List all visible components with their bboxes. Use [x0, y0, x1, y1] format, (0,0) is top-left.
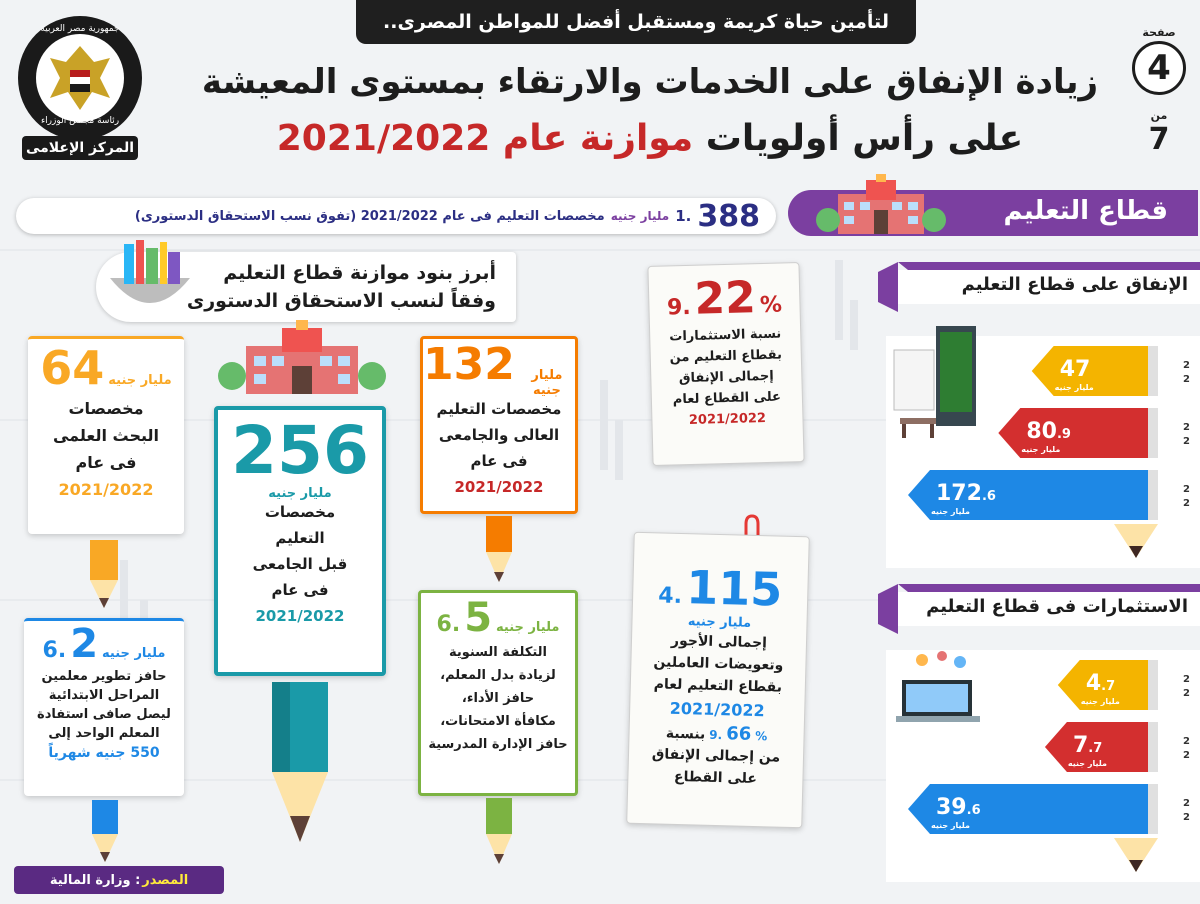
orange-pencil-icon — [482, 516, 516, 586]
summary-value: 388 — [697, 198, 760, 234]
card-higher — [420, 336, 578, 514]
source-label: المصدر — [142, 872, 189, 888]
headline-line2 — [180, 118, 1120, 159]
summary-unit: مليار جنيه — [610, 209, 670, 223]
higher-unit: مليار جنيه — [531, 368, 563, 398]
teachers-line2: المراحل الابتدائية — [48, 688, 160, 703]
invest-bars-svg — [886, 650, 1200, 882]
higher-value: 132 — [423, 339, 515, 390]
spending-bar-decimal-2: .6 — [981, 489, 996, 504]
yellow-pencil-icon — [86, 540, 122, 614]
spending-bar-2 — [908, 470, 1190, 520]
page-total: 7 — [1148, 122, 1170, 157]
spending-chart — [886, 336, 1200, 568]
invest-bar-band-0 — [1148, 660, 1158, 710]
wages-decimal: .4 — [658, 583, 683, 610]
annual-unit: مليار جنيه — [496, 620, 560, 635]
invest-bar-year-top-1: 2 — [1183, 736, 1190, 747]
preuni-unit: مليار جنيه — [268, 486, 332, 501]
page-counter — [1128, 8, 1190, 168]
card-invest-share — [647, 262, 804, 466]
sector-banner — [788, 190, 1198, 236]
headline-line2-b: موازنة عام — [502, 118, 694, 159]
preuni-line3: قبل الجامعى — [252, 555, 348, 573]
invest-bar-value-2: 39.6 — [936, 795, 981, 820]
invest-title: الاستثمارات فى قطاع التعليم — [926, 596, 1188, 617]
spending-bar-band-2 — [1148, 470, 1158, 520]
blue-pencil-icon — [88, 800, 122, 866]
wages-unit: مليار جنيه — [687, 614, 752, 631]
logo-text-bottom: رئاسة مجلس الوزراء — [40, 116, 120, 126]
green-pencil-icon — [482, 798, 516, 868]
annual-line3: حافز الأداء، — [461, 691, 535, 706]
annual-decimal: .6 — [436, 612, 461, 637]
preuni-year: 2021/2022 — [255, 607, 345, 625]
invest-bar-value-1: 7.7 — [1072, 733, 1103, 758]
invest-bar-1 — [1045, 722, 1190, 772]
invest-bar-year-top-2: 2 — [1183, 798, 1190, 809]
source-value: : وزارة المالية — [49, 872, 141, 888]
spending-bar-band-0 — [1148, 346, 1158, 396]
school-building-icon-2 — [218, 320, 386, 396]
invest-bar-unit-0: مليار جنيه — [1080, 697, 1120, 706]
teachers-line4: المعلم الواحد إلى — [48, 726, 160, 741]
higher-year: 2021/2022 — [454, 478, 544, 496]
higher-line2: العالى والجامعى — [438, 426, 560, 444]
headline-year: 2021/2022 — [276, 118, 491, 159]
teachers-line1: حافز تطوير معلمين — [41, 669, 167, 684]
wages-line4: من إجمالى الإنفاق — [651, 746, 781, 766]
teachers-value: 2 — [70, 621, 99, 667]
invest-share-line2: بقطاع التعليم من — [669, 347, 783, 366]
research-unit: مليار جنيه — [108, 373, 172, 388]
wages-year: 2021/2022 — [669, 698, 765, 721]
summary-pill — [16, 198, 776, 234]
spending-bar-year-top-0: 2 — [1183, 360, 1190, 371]
annual-line1: التكلفة السنوية — [448, 645, 548, 660]
card-annual — [418, 590, 578, 796]
headline-line1: زيادة الإنفاق على الخدمات والارتقاء بمستوى المعيشة — [201, 62, 1099, 102]
wages-line2: وتعويضات العاملين — [653, 654, 784, 674]
annual-line5: حافز الإدارة المدرسية — [428, 737, 568, 752]
source-bar — [14, 866, 224, 894]
wages-pct: % — [755, 728, 768, 744]
spending-bar-value-0: 47 — [1059, 357, 1091, 382]
spending-bar-year-top-2: 2 — [1183, 484, 1190, 495]
invest-share-line4: على القطاع لعام — [672, 389, 782, 408]
teachers-decimal: .6 — [42, 638, 67, 663]
teachers-unit: مليار جنيه — [102, 646, 166, 661]
slogan-banner — [356, 0, 916, 44]
invest-bar-value-0: 4.7 — [1085, 671, 1116, 696]
annual-line2: لزيادة بدل المعلم، — [440, 668, 556, 683]
invest-title-box — [878, 584, 1200, 634]
higher-line1: مخصصات التعليم — [436, 400, 562, 418]
school-supplies-icon — [104, 238, 196, 322]
teal-pencil-icon — [260, 682, 340, 850]
card-teachers — [24, 618, 184, 796]
research-line2: البحث العلمى — [52, 426, 160, 445]
sector-title: قطاع التعليم — [1003, 196, 1168, 226]
invest-bar-year-bottom-2: 2 — [1183, 812, 1190, 823]
research-value: 64 — [40, 341, 105, 395]
invest-bar-unit-1: مليار جنيه — [1067, 759, 1107, 768]
spending-pencil-lead — [1129, 546, 1143, 558]
items-title-line1: أبرز بنود موازنة قطاع التعليم — [223, 262, 496, 284]
invest-bar-band-1 — [1148, 722, 1158, 772]
spending-bar-year-bottom-2: 2 — [1183, 498, 1190, 509]
spending-bar-value-2: 172.6 — [936, 481, 996, 506]
research-line1: مخصصات — [68, 399, 144, 418]
invest-share-line3: إجمالى الإنفاق — [678, 368, 774, 387]
spending-bar-1 — [998, 408, 1190, 458]
headline-line2-a: على رأس أولويات — [705, 118, 1024, 159]
wages-line1: إجمالى الأجور — [670, 632, 768, 652]
spending-bar-decimal-1: .9 — [1056, 427, 1071, 442]
invest-bar-unit-2: مليار جنيه — [930, 821, 970, 830]
of-label: من — [1150, 109, 1168, 122]
summary-text: مخصصات التعليم فى عام 2021/2022 (تفوق نسب الاستحقاق الدستورى) — [134, 208, 605, 224]
logo-center-label: المركز الإعلامى — [25, 140, 135, 156]
teachers-highlight: 550 جنيه شهرياً — [48, 745, 160, 761]
wages-value: 115 — [685, 560, 783, 617]
invest-share-value: 22 — [693, 272, 757, 325]
invest-chart — [886, 650, 1200, 882]
slogan-text: لتأمين حياة كريمة ومستقبل أفضل للمواطن المصرى.. — [383, 11, 889, 33]
invest-bar-year-bottom-0: 2 — [1183, 688, 1190, 699]
preuni-line4: فى عام — [271, 581, 329, 599]
wages-line3: بقطاع التعليم لعام — [653, 676, 783, 696]
spending-title-box — [878, 262, 1200, 312]
spending-bar-unit-0: مليار جنيه — [1054, 383, 1094, 392]
spending-bar-year-top-1: 2 — [1183, 422, 1190, 433]
cabinet-logo — [14, 12, 146, 162]
spending-bar-year-bottom-0: 2 — [1183, 374, 1190, 385]
annual-line4: مكافأة الامتحانات، — [440, 714, 556, 729]
invest-bar-year-bottom-1: 2 — [1183, 750, 1190, 761]
invest-pencil-lead — [1129, 860, 1143, 872]
preuni-line2: التعليم — [275, 529, 325, 547]
invest-bar-decimal-0: .7 — [1101, 679, 1116, 694]
spending-bar-value-1: 80.9 — [1026, 419, 1071, 444]
invest-bar-year-top-0: 2 — [1183, 674, 1190, 685]
preuni-value: 256 — [231, 412, 369, 489]
research-line3: فى عام — [75, 453, 137, 472]
items-title-line2: وفقاً لنسب الاستحقاق الدستورى — [186, 290, 496, 312]
spending-bar-unit-1: مليار جنيه — [1021, 445, 1061, 454]
logo-text-top: جمهورية مصر العربية — [40, 24, 120, 34]
card-research — [28, 336, 184, 534]
wages-line5: على القطاع — [673, 768, 758, 788]
research-year: 2021/2022 — [58, 480, 154, 499]
summary-decimal: .1 — [675, 207, 692, 225]
invest-share-line1: نسبة الاستثمارات — [669, 326, 782, 345]
page-number: 4 — [1132, 41, 1186, 95]
school-building-icon — [816, 174, 946, 236]
spending-bar-unit-2: مليار جنيه — [930, 507, 970, 516]
wages-pct-label: بنسبة — [665, 725, 706, 743]
invest-share-year: 2021/2022 — [688, 410, 767, 428]
spending-bar-0 — [1032, 346, 1190, 396]
spending-bar-band-1 — [1148, 408, 1158, 458]
spending-bar-year-bottom-1: 2 — [1183, 436, 1190, 447]
invest-bar-2 — [908, 784, 1190, 834]
preuni-line1: مخصصات — [264, 503, 336, 521]
items-title-box — [96, 252, 516, 322]
invest-share-decimal: .9 — [666, 294, 692, 321]
invest-bar-decimal-2: .6 — [966, 803, 981, 818]
card-preuni — [214, 406, 386, 676]
invest-bar-decimal-1: .7 — [1088, 741, 1103, 756]
annual-value: 5 — [464, 595, 493, 641]
invest-share-pct: % — [759, 292, 783, 319]
page-label: صفحة — [1142, 26, 1176, 39]
spending-title: الإنفاق على قطاع التعليم — [961, 274, 1188, 295]
invest-bar-0 — [1058, 660, 1190, 710]
wages-pct-value: 66 — [725, 723, 752, 745]
wages-pct-decimal: .9 — [709, 727, 723, 743]
invest-bar-band-2 — [1148, 784, 1158, 834]
higher-line3: فى عام — [470, 452, 528, 470]
teachers-line3: ليصل صافى استفادة — [37, 707, 171, 722]
spending-bars-svg — [886, 336, 1200, 568]
card-wages — [626, 532, 810, 829]
